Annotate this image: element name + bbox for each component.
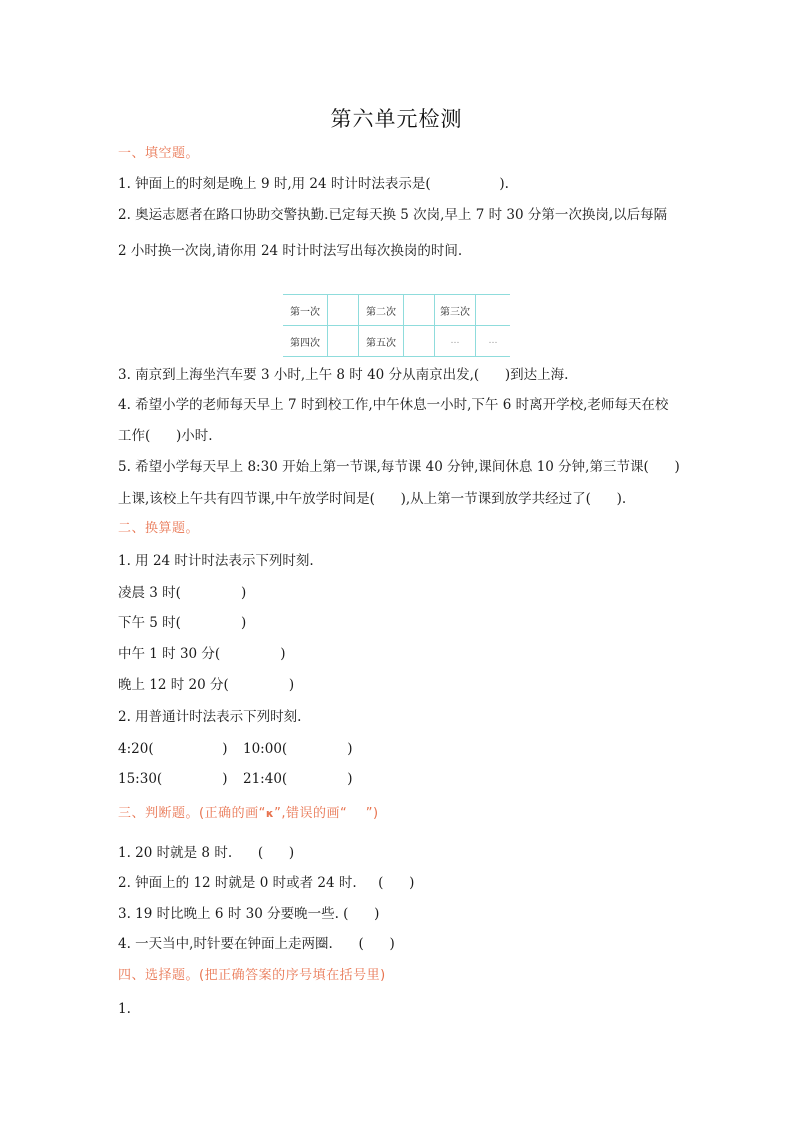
table-cell-label: 第一次 (283, 295, 328, 326)
table-cell-answer (476, 295, 511, 326)
table-cell-answer (328, 295, 359, 326)
table-cell-label: 第四次 (283, 326, 328, 357)
conversion-item: 10:00( ) (243, 741, 353, 757)
question-1-5-line2: 上课,该校上午共有四节课,中午放学时间是( ),从上第一节课到放学共经过了( ). (118, 491, 627, 507)
true-false-item: 2. 钟面上的 12 时就是 0 时或者 24 时. ( ) (118, 875, 415, 891)
question-2-2: 2. 用普通计时法表示下列时刻. (118, 709, 302, 725)
heading-text: 三、判断题。(正确的画“ (118, 806, 266, 821)
table-cell-label: 第二次 (359, 295, 404, 326)
section-heading-fill-blank: 一、填空题。 (118, 146, 200, 161)
question-4-1: 1. (118, 1001, 131, 1017)
table-cell-answer (404, 326, 435, 357)
conversion-item: 晚上 12 时 20 分( ) (118, 677, 295, 693)
section-heading-true-false (118, 805, 379, 823)
conversion-item: 中午 1 时 30 分( ) (118, 646, 286, 662)
table-cell-answer (404, 295, 435, 326)
table-row (283, 326, 510, 357)
question-1-4-line1: 4. 希望小学的老师每天早上 7 时到校工作,中午休息一小时,下午 6 时离开学校,老师每天在校 (118, 397, 669, 413)
conversion-item: 凌晨 3 时( ) (118, 585, 247, 601)
table-cell-ellipsis: … (435, 326, 476, 357)
section-heading-multiple-choice: 四、选择题。(把正确答案的序号填在括号里) (118, 968, 386, 983)
conversion-item: 下午 5 时( ) (118, 615, 247, 631)
heading-text-rest: ”,错误的画“ ”) (274, 806, 379, 821)
conversion-item: 4:20( ) (118, 741, 228, 757)
page-title: 第六单元检测 (330, 107, 463, 131)
true-false-item: 4. 一天当中,时针要在钟面上走两圈. ( ) (118, 936, 395, 952)
table-cell-ellipsis: … (476, 326, 511, 357)
question-1-1: 1. 钟面上的时刻是晚上 9 时,用 24 时计时法表示是( ). (118, 176, 509, 192)
conversion-item: 21:40( ) (243, 771, 353, 787)
check-mark-glyph: κ (265, 807, 275, 820)
true-false-item: 3. 19 时比晚上 6 时 30 分要晚一些. ( ) (118, 906, 380, 922)
table-cell-answer (328, 326, 359, 357)
question-1-3: 3. 南京到上海坐汽车要 3 小时,上午 8 时 40 分从南京出发,( )到达上海. (118, 367, 569, 383)
table-row (283, 295, 510, 326)
true-false-item: 1. 20 时就是 8 时. ( ) (118, 845, 295, 861)
section-heading-conversion: 二、换算题。 (118, 521, 200, 536)
table-cell-label: 第三次 (435, 295, 476, 326)
shift-change-table (283, 294, 510, 357)
question-1-4-line2: 工作( )小时. (118, 428, 213, 444)
table-cell-label: 第五次 (359, 326, 404, 357)
question-1-2-line2: 2 小时换一次岗,请你用 24 时计时法写出每次换岗的时间. (118, 243, 463, 259)
question-1-5-line1: 5. 希望小学每天早上 8:30 开始上第一节课,每节课 40 分钟,课间休息 10 分钟,第三节课( ) (118, 459, 680, 475)
question-1-2-line1: 2. 奥运志愿者在路口协助交警执勤.已定每天换 5 次岗,早上 7 时 30 分第一次换岗,以后每隔 (118, 207, 668, 223)
question-2-1: 1. 用 24 时计时法表示下列时刻. (118, 553, 314, 569)
conversion-item: 15:30( ) (118, 771, 228, 787)
